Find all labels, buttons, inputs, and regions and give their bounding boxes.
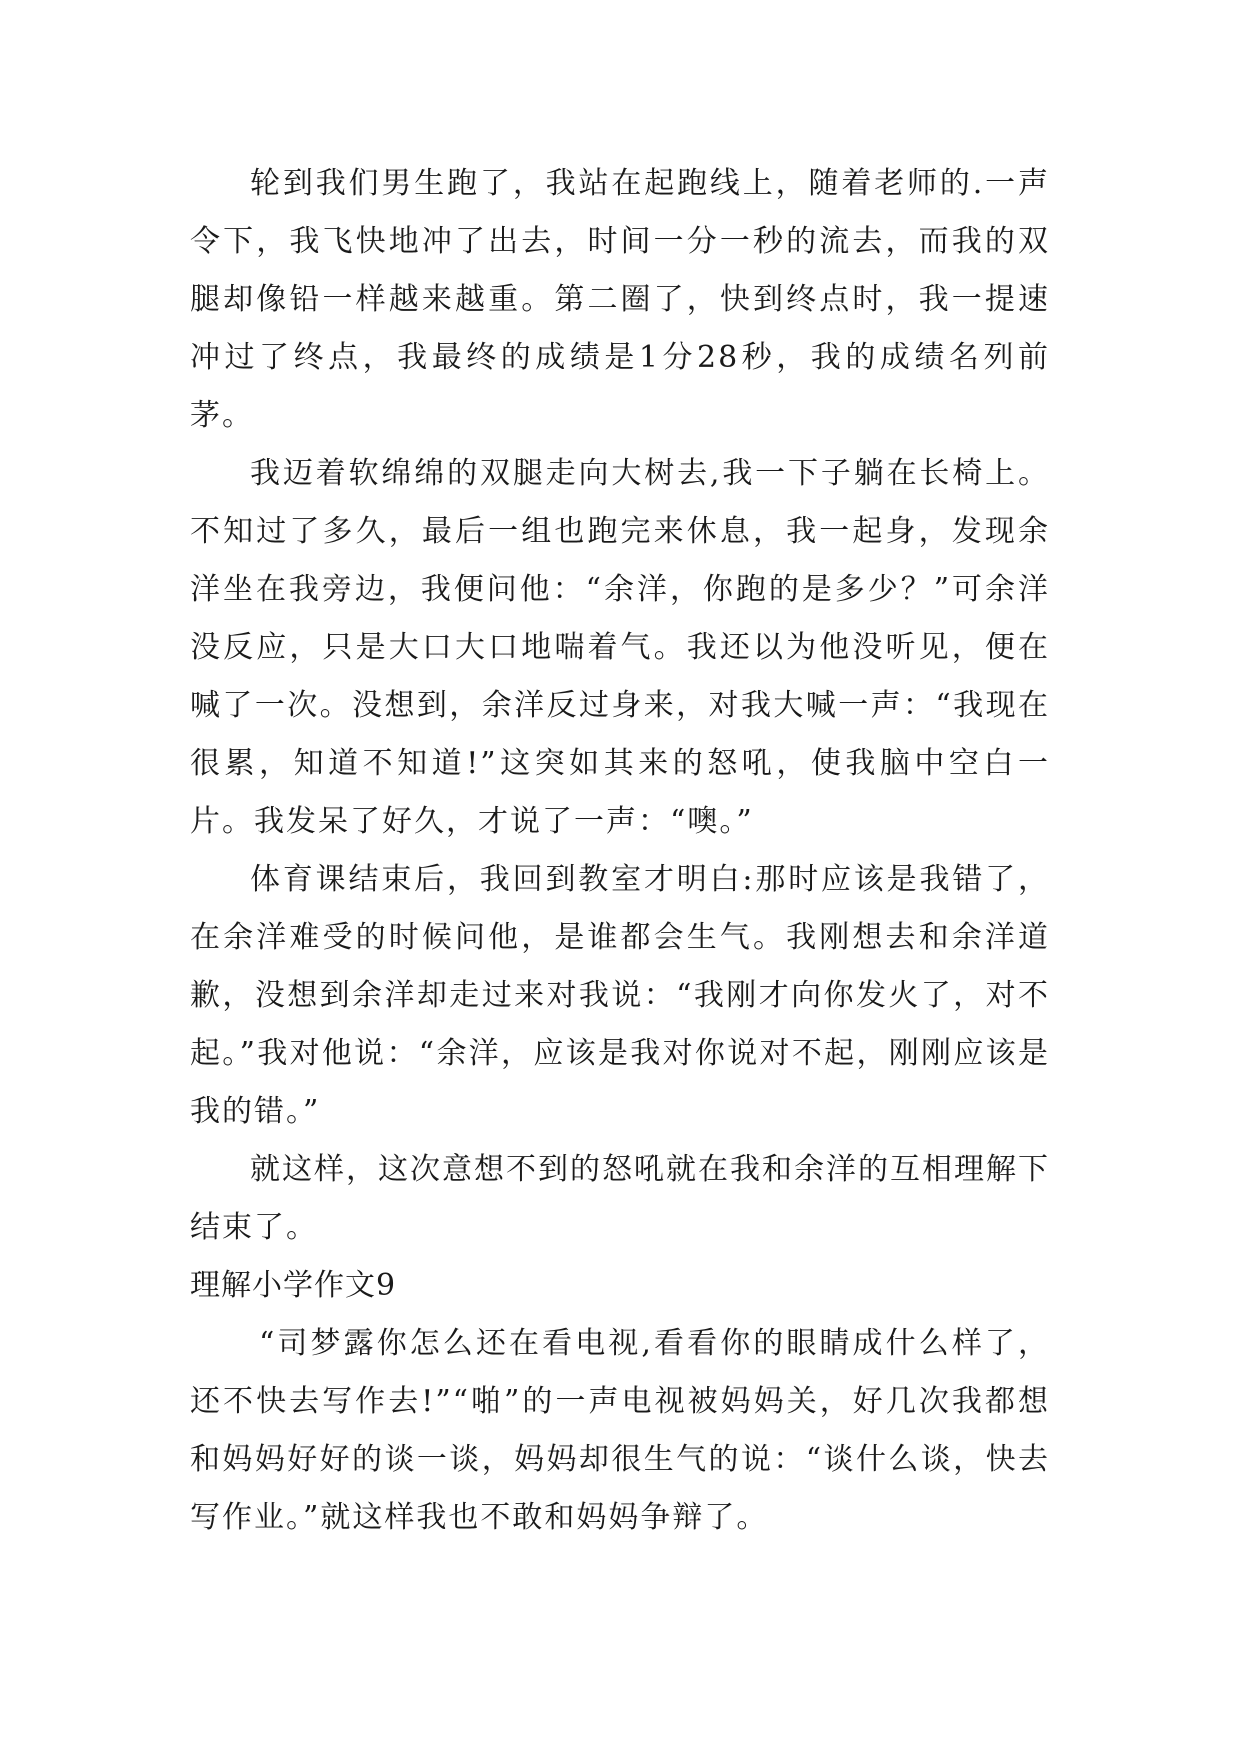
essay-heading: 理解小学作文9 [190,1268,397,1303]
paragraph-bench: 我迈着软绵绵的双腿走向大树去,我一下子躺在长椅上。不知过了多久，最后一组也跑完来休息，我一起身，发现余洋坐在我旁边，我便问他：“余洋，你跑的是多少？”可余洋没反应，只是大口大口地喘着气。我还以为他没听见，便在喊了一次。没想到，余洋反过身来，对我大喊一声：“我现在很累，知道不知道!”这突如其来的怒吼，使我脑中空白一片。我发呆了好久，才说了一声：“噢。” [190,456,1050,839]
paragraph-race: 轮到我们男生跑了，我站在起跑线上，随着老师的.一声令下，我飞快地冲了出去，时间一分一秒的流去，而我的双腿却像铅一样越来越重。第二圈了，快到终点时，我一提速冲过了终点，我最终的成绩是1分28秒，我的成绩名列前茅。 [190,166,1050,433]
paragraph-apology: 体育课结束后，我回到教室才明白:那时应该是我错了，在余洋难受的时候问他，是谁都会生气。我刚想去和余洋道歉，没想到余洋却走过来对我说：“我刚才向你发火了，对不起。”我对他说：“余洋，应该是我对你说对不起，刚刚应该是我的错。” [190,862,1050,1129]
paragraph-ending: 就这样，这次意想不到的怒吼就在我和余洋的互相理解下结束了。 [190,1152,1050,1245]
document-body [190,155,1050,1547]
paragraph-tv: “司梦露你怎么还在看电视,看看你的眼睛成什么样了，还不快去写作去!”“啪”的一声电视被妈妈关，好几次我都想和妈妈好好的谈一谈，妈妈却很生气的说：“谈什么谈，快去写作业。”就这样我也不敢和妈妈争辩了。 [190,1326,1050,1535]
